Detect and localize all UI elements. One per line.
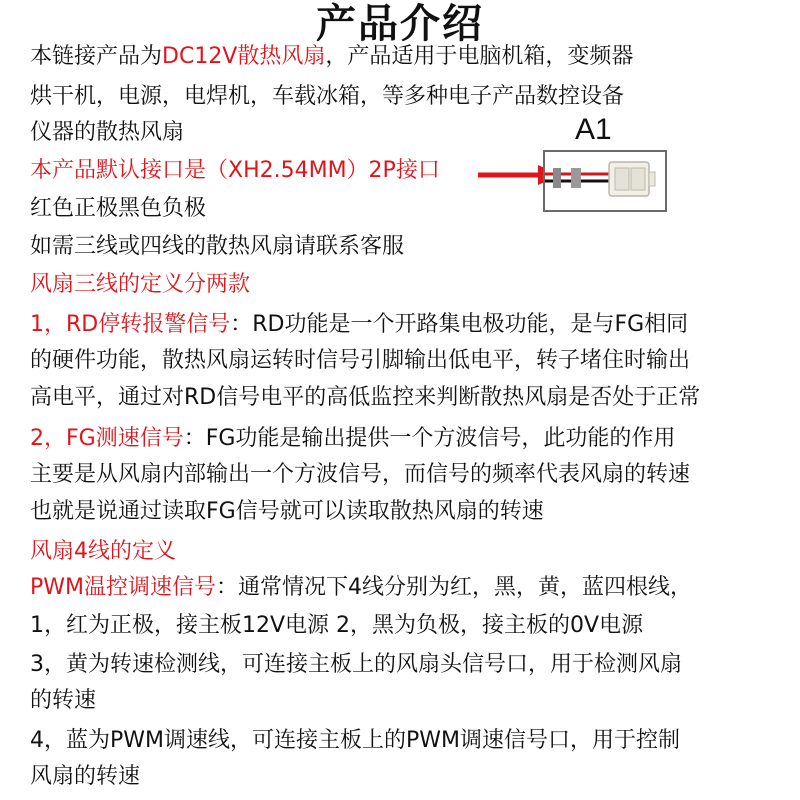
- text-line: [30, 726, 680, 756]
- page-title: 产品介绍: [316, 1, 484, 47]
- body-text: 红色正极黑色负极: [30, 196, 207, 221]
- body-text: 的硬件功能，散热风扇运转时信号引脚输出低电平，转子堵住时输出: [30, 348, 691, 373]
- text-line: [30, 346, 690, 376]
- text-line: [30, 762, 140, 792]
- connector-label: A1: [575, 113, 612, 146]
- body-text: 1，红为正极，接主板12V电源 2，黑为负极，接主板的0V电源: [30, 613, 644, 638]
- text-line: [30, 650, 682, 680]
- text-line: [30, 42, 633, 72]
- text-line: [30, 611, 643, 641]
- body-text: 主要是从风扇内部输出一个方波信号，而信号的频率代表风扇的转速: [30, 462, 691, 487]
- body-text: ：RD功能是一个开路集电极功能，是与FG相同: [230, 312, 689, 337]
- text-line: [30, 537, 176, 567]
- text-line: [30, 686, 96, 716]
- text-line: [30, 82, 624, 112]
- text-line: [30, 194, 206, 224]
- text-line: [30, 460, 690, 490]
- highlight-text: 本产品默认接口是（XH2.54MM）2P接口: [30, 158, 440, 183]
- highlight-text: 2，FG测速信号: [30, 426, 184, 451]
- text-line: [30, 310, 688, 340]
- body-text: 的转速: [30, 688, 97, 713]
- body-text: 本链接产品为: [30, 44, 163, 69]
- body-text: 如需三线或四线的散热风扇请联系客服: [30, 234, 405, 259]
- highlight-text: DC12V散热风扇: [162, 44, 326, 69]
- text-line: [30, 232, 404, 262]
- body-text: 3，黄为转速检测线，可连接主板上的风扇头信号口，用于检测风扇: [30, 652, 682, 677]
- highlight-text: 风扇三线的定义分两款: [30, 272, 251, 297]
- text-line: [30, 270, 250, 300]
- body-text: ：通常情况下4线分别为红，黑，黄，蓝四根线，: [216, 575, 693, 600]
- text-line: [30, 497, 544, 527]
- text-line: [30, 118, 184, 148]
- body-text: 也就是说通过读取FG信号就可以读取散热风扇的转速: [30, 499, 544, 524]
- text-line: [30, 424, 675, 454]
- text-line: [30, 573, 692, 603]
- highlight-text: 1，RD停转报警信号: [30, 312, 231, 337]
- body-text: 仪器的散热风扇: [30, 120, 185, 145]
- body-text: ，产品适用于电脑机箱，变频器: [325, 44, 634, 69]
- xh-connector-icon: [545, 152, 665, 210]
- body-text: 风扇的转速: [30, 764, 141, 789]
- connector-image: [543, 150, 667, 212]
- body-text: ：FG功能是输出提供一个方波信号，此功能的作用: [183, 426, 676, 451]
- body-text: 烘干机，电源，电焊机，车载冰箱，等多种电子产品数控设备: [30, 84, 625, 109]
- body-text: 4，蓝为PWM调速线，可连接主板上的PWM调速信号口，用于控制: [30, 728, 681, 753]
- highlight-text: PWM温控调速信号: [30, 575, 217, 600]
- body-text: 高电平，通过对RD信号电平的高低监控来判断散热风扇是否处于正常: [30, 385, 701, 410]
- text-line: [30, 156, 440, 186]
- highlight-text: 风扇4线的定义: [30, 539, 176, 564]
- text-line: [30, 383, 700, 413]
